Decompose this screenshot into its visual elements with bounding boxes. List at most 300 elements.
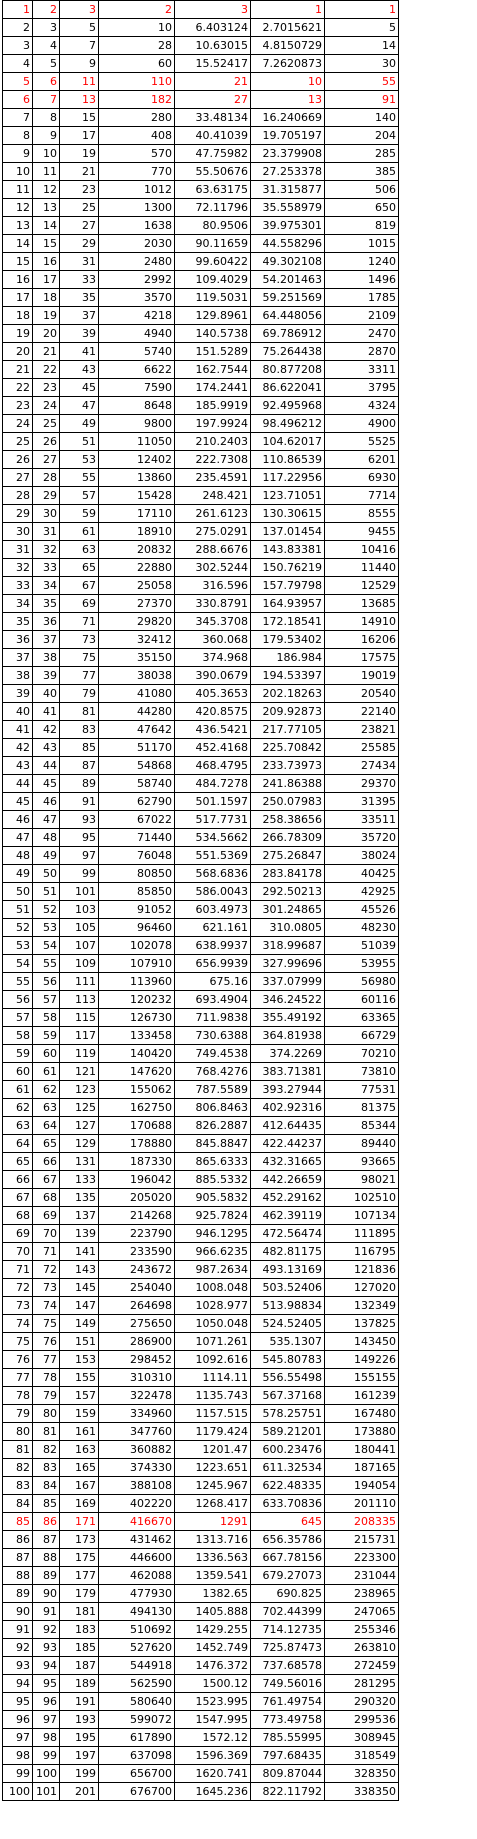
- table-cell[interactable]: 70: [33, 1225, 60, 1243]
- table-cell[interactable]: 79: [33, 1387, 60, 1405]
- table-cell[interactable]: 645: [251, 1513, 325, 1531]
- table-cell[interactable]: 117: [60, 1027, 99, 1045]
- table-cell[interactable]: 2.7015621: [251, 19, 325, 37]
- table-cell[interactable]: 99: [60, 865, 99, 883]
- table-cell[interactable]: 1050.048: [175, 1315, 251, 1333]
- table-cell[interactable]: 5: [60, 19, 99, 37]
- table-cell[interactable]: 76: [3, 1351, 33, 1369]
- table-cell[interactable]: 1291: [175, 1513, 251, 1531]
- table-cell[interactable]: 1012: [99, 181, 175, 199]
- table-cell[interactable]: 272459: [325, 1657, 399, 1675]
- table-cell[interactable]: 310.0805: [251, 919, 325, 937]
- table-cell[interactable]: 22: [33, 361, 60, 379]
- table-cell[interactable]: 51: [3, 901, 33, 919]
- table-cell[interactable]: 16: [3, 271, 33, 289]
- table-cell[interactable]: 50: [33, 865, 60, 883]
- table-cell[interactable]: 37: [60, 307, 99, 325]
- table-cell[interactable]: 140.5738: [175, 325, 251, 343]
- table-cell[interactable]: 71: [60, 613, 99, 631]
- table-cell[interactable]: 98: [33, 1729, 60, 1747]
- table-cell[interactable]: 374.2269: [251, 1045, 325, 1063]
- table-cell[interactable]: 55: [3, 973, 33, 991]
- table-cell[interactable]: 9800: [99, 415, 175, 433]
- table-cell[interactable]: 123.71051: [251, 487, 325, 505]
- table-cell[interactable]: 22140: [325, 703, 399, 721]
- table-cell[interactable]: 1300: [99, 199, 175, 217]
- table-cell[interactable]: 145: [60, 1279, 99, 1297]
- table-cell[interactable]: 177: [60, 1567, 99, 1585]
- table-cell[interactable]: 55: [60, 469, 99, 487]
- table-cell[interactable]: 103: [60, 901, 99, 919]
- table-cell[interactable]: 107910: [99, 955, 175, 973]
- table-cell[interactable]: 115: [60, 1009, 99, 1027]
- table-cell[interactable]: 21: [175, 73, 251, 91]
- table-cell[interactable]: 14: [325, 37, 399, 55]
- table-cell[interactable]: 15: [33, 235, 60, 253]
- table-cell[interactable]: 95: [33, 1675, 60, 1693]
- table-cell[interactable]: 85: [60, 739, 99, 757]
- table-cell[interactable]: 402.92316: [251, 1099, 325, 1117]
- table-cell[interactable]: 281295: [325, 1675, 399, 1693]
- table-cell[interactable]: 966.6235: [175, 1243, 251, 1261]
- table-cell[interactable]: 49: [60, 415, 99, 433]
- table-cell[interactable]: 1547.995: [175, 1711, 251, 1729]
- table-cell[interactable]: 40: [33, 685, 60, 703]
- table-cell[interactable]: 3570: [99, 289, 175, 307]
- table-cell[interactable]: 436.5421: [175, 721, 251, 739]
- table-cell[interactable]: 3795: [325, 379, 399, 397]
- table-cell[interactable]: 174.2441: [175, 379, 251, 397]
- table-cell[interactable]: 27: [175, 91, 251, 109]
- table-cell[interactable]: 191: [60, 1693, 99, 1711]
- table-cell[interactable]: 845.8847: [175, 1135, 251, 1153]
- table-cell[interactable]: 34: [3, 595, 33, 613]
- table-cell[interactable]: 7714: [325, 487, 399, 505]
- table-cell[interactable]: 62790: [99, 793, 175, 811]
- table-cell[interactable]: 18: [33, 289, 60, 307]
- table-cell[interactable]: 11: [60, 73, 99, 91]
- table-cell[interactable]: 393.27944: [251, 1081, 325, 1099]
- table-cell[interactable]: 38: [3, 667, 33, 685]
- table-cell[interactable]: 209.92873: [251, 703, 325, 721]
- table-cell[interactable]: 49: [33, 847, 60, 865]
- table-cell[interactable]: 30: [325, 55, 399, 73]
- table-cell[interactable]: 173880: [325, 1423, 399, 1441]
- table-cell[interactable]: 37: [33, 631, 60, 649]
- table-cell[interactable]: 82: [3, 1459, 33, 1477]
- table-cell[interactable]: 25585: [325, 739, 399, 757]
- table-cell[interactable]: 102078: [99, 937, 175, 955]
- table-cell[interactable]: 1638: [99, 217, 175, 235]
- table-cell[interactable]: 19: [60, 145, 99, 163]
- table-cell[interactable]: 374330: [99, 1459, 175, 1477]
- table-cell[interactable]: 248.421: [175, 487, 251, 505]
- table-cell[interactable]: 241.86388: [251, 775, 325, 793]
- table-cell[interactable]: 32: [3, 559, 33, 577]
- table-cell[interactable]: 611.32534: [251, 1459, 325, 1477]
- table-cell[interactable]: 223300: [325, 1549, 399, 1567]
- table-cell[interactable]: 442.26659: [251, 1171, 325, 1189]
- table-cell[interactable]: 10: [3, 163, 33, 181]
- table-cell[interactable]: 101: [60, 883, 99, 901]
- table-cell[interactable]: 83: [3, 1477, 33, 1495]
- table-cell[interactable]: 96: [3, 1711, 33, 1729]
- table-cell[interactable]: 318549: [325, 1747, 399, 1765]
- table-cell[interactable]: 99: [33, 1747, 60, 1765]
- table-cell[interactable]: 1785: [325, 289, 399, 307]
- table-cell[interactable]: 90: [33, 1585, 60, 1603]
- table-cell[interactable]: 46: [3, 811, 33, 829]
- table-cell[interactable]: 123: [60, 1081, 99, 1099]
- table-cell[interactable]: 59: [33, 1027, 60, 1045]
- table-cell[interactable]: 737.68578: [251, 1657, 325, 1675]
- table-cell[interactable]: 2870: [325, 343, 399, 361]
- table-cell[interactable]: 6: [3, 91, 33, 109]
- table-cell[interactable]: 702.44399: [251, 1603, 325, 1621]
- table-cell[interactable]: 60: [33, 1045, 60, 1063]
- table-cell[interactable]: 85: [33, 1495, 60, 1513]
- table-cell[interactable]: 20832: [99, 541, 175, 559]
- table-cell[interactable]: 81: [33, 1423, 60, 1441]
- table-cell[interactable]: 28: [99, 37, 175, 55]
- table-cell[interactable]: 1028.977: [175, 1297, 251, 1315]
- table-cell[interactable]: 59.251569: [251, 289, 325, 307]
- table-cell[interactable]: 44: [3, 775, 33, 793]
- table-cell[interactable]: 2030: [99, 235, 175, 253]
- table-cell[interactable]: 468.4795: [175, 757, 251, 775]
- table-cell[interactable]: 374.968: [175, 649, 251, 667]
- table-cell[interactable]: 556.55498: [251, 1369, 325, 1387]
- table-cell[interactable]: 143: [60, 1261, 99, 1279]
- table-cell[interactable]: 86: [33, 1513, 60, 1531]
- table-cell[interactable]: 637098: [99, 1747, 175, 1765]
- table-cell[interactable]: 1523.995: [175, 1693, 251, 1711]
- table-cell[interactable]: 69.786912: [251, 325, 325, 343]
- table-cell[interactable]: 150.76219: [251, 559, 325, 577]
- table-cell[interactable]: 432.31665: [251, 1153, 325, 1171]
- table-cell[interactable]: 80: [33, 1405, 60, 1423]
- table-cell[interactable]: 388108: [99, 1477, 175, 1495]
- table-cell[interactable]: 127: [60, 1117, 99, 1135]
- table-cell[interactable]: 535.1307: [251, 1333, 325, 1351]
- table-cell[interactable]: 111895: [325, 1225, 399, 1243]
- table-cell[interactable]: 390.0679: [175, 667, 251, 685]
- table-cell[interactable]: 2992: [99, 271, 175, 289]
- table-cell[interactable]: 107: [60, 937, 99, 955]
- table-cell[interactable]: 130.30615: [251, 505, 325, 523]
- table-cell[interactable]: 81: [3, 1441, 33, 1459]
- table-cell[interactable]: 147: [60, 1297, 99, 1315]
- table-cell[interactable]: 31.315877: [251, 181, 325, 199]
- table-cell[interactable]: 41080: [99, 685, 175, 703]
- table-cell[interactable]: 1382.65: [175, 1585, 251, 1603]
- table-cell[interactable]: 462088: [99, 1567, 175, 1585]
- table-cell[interactable]: 43: [60, 361, 99, 379]
- table-cell[interactable]: 773.49758: [251, 1711, 325, 1729]
- table-cell[interactable]: 186.984: [251, 649, 325, 667]
- table-cell[interactable]: 2470: [325, 325, 399, 343]
- table-cell[interactable]: 90.11659: [175, 235, 251, 253]
- table-cell[interactable]: 93: [33, 1639, 60, 1657]
- table-cell[interactable]: 80850: [99, 865, 175, 883]
- table-cell[interactable]: 193: [60, 1711, 99, 1729]
- table-cell[interactable]: 133: [60, 1171, 99, 1189]
- table-cell[interactable]: 3: [3, 37, 33, 55]
- table-cell[interactable]: 12529: [325, 577, 399, 595]
- table-cell[interactable]: 60: [99, 55, 175, 73]
- table-cell[interactable]: 286900: [99, 1333, 175, 1351]
- table-cell[interactable]: 89: [3, 1585, 33, 1603]
- table-cell[interactable]: 74: [33, 1297, 60, 1315]
- table-cell[interactable]: 121: [60, 1063, 99, 1081]
- table-cell[interactable]: 5: [3, 73, 33, 91]
- table-cell[interactable]: 27: [3, 469, 33, 487]
- table-cell[interactable]: 25: [60, 199, 99, 217]
- table-cell[interactable]: 83: [60, 721, 99, 739]
- table-cell[interactable]: 155155: [325, 1369, 399, 1387]
- table-cell[interactable]: 633.70836: [251, 1495, 325, 1513]
- table-cell[interactable]: 1313.716: [175, 1531, 251, 1549]
- table-cell[interactable]: 149: [60, 1315, 99, 1333]
- table-cell[interactable]: 51170: [99, 739, 175, 757]
- table-cell[interactable]: 214268: [99, 1207, 175, 1225]
- table-cell[interactable]: 4218: [99, 307, 175, 325]
- table-cell[interactable]: 570: [99, 145, 175, 163]
- table-cell[interactable]: 545.80783: [251, 1351, 325, 1369]
- table-cell[interactable]: 9: [33, 127, 60, 145]
- table-cell[interactable]: 27: [33, 451, 60, 469]
- table-cell[interactable]: 33: [60, 271, 99, 289]
- table-cell[interactable]: 33.48134: [175, 109, 251, 127]
- table-cell[interactable]: 95: [3, 1693, 33, 1711]
- table-cell[interactable]: 70: [3, 1243, 33, 1261]
- table-cell[interactable]: 7: [60, 37, 99, 55]
- table-cell[interactable]: 92: [3, 1639, 33, 1657]
- table-cell[interactable]: 61: [33, 1063, 60, 1081]
- table-cell[interactable]: 59: [60, 505, 99, 523]
- table-cell[interactable]: 94: [33, 1657, 60, 1675]
- table-cell[interactable]: 730.6388: [175, 1027, 251, 1045]
- table-cell[interactable]: 3311: [325, 361, 399, 379]
- table-cell[interactable]: 283.84178: [251, 865, 325, 883]
- table-cell[interactable]: 72.11796: [175, 199, 251, 217]
- table-cell[interactable]: 44.558296: [251, 235, 325, 253]
- table-cell[interactable]: 38024: [325, 847, 399, 865]
- table-cell[interactable]: 328350: [325, 1765, 399, 1783]
- table-cell[interactable]: 23: [33, 379, 60, 397]
- table-cell[interactable]: 3: [33, 19, 60, 37]
- table-cell[interactable]: 235.4591: [175, 469, 251, 487]
- table-cell[interactable]: 63365: [325, 1009, 399, 1027]
- table-cell[interactable]: 345.3708: [175, 613, 251, 631]
- table-cell[interactable]: 355.49192: [251, 1009, 325, 1027]
- table-cell[interactable]: 45: [3, 793, 33, 811]
- table-cell[interactable]: 493.13169: [251, 1261, 325, 1279]
- table-cell[interactable]: 679.27073: [251, 1567, 325, 1585]
- table-cell[interactable]: 201: [60, 1783, 99, 1801]
- table-cell[interactable]: 16.240669: [251, 109, 325, 127]
- table-cell[interactable]: 420.8575: [175, 703, 251, 721]
- table-cell[interactable]: 164.93957: [251, 595, 325, 613]
- table-cell[interactable]: 586.0043: [175, 883, 251, 901]
- table-cell[interactable]: 110.86539: [251, 451, 325, 469]
- table-cell[interactable]: 25058: [99, 577, 175, 595]
- table-cell[interactable]: 167: [60, 1477, 99, 1495]
- table-cell[interactable]: 53955: [325, 955, 399, 973]
- table-cell[interactable]: 4: [3, 55, 33, 73]
- table-cell[interactable]: 826.2887: [175, 1117, 251, 1135]
- table-cell[interactable]: 1245.967: [175, 1477, 251, 1495]
- table-cell[interactable]: 105: [60, 919, 99, 937]
- table-cell[interactable]: 12402: [99, 451, 175, 469]
- table-cell[interactable]: 66: [3, 1171, 33, 1189]
- table-cell[interactable]: 201110: [325, 1495, 399, 1513]
- table-cell[interactable]: 17: [3, 289, 33, 307]
- table-cell[interactable]: 13: [60, 91, 99, 109]
- table-cell[interactable]: 91: [3, 1621, 33, 1639]
- table-cell[interactable]: 17110: [99, 505, 175, 523]
- table-cell[interactable]: 13860: [99, 469, 175, 487]
- table-cell[interactable]: 264698: [99, 1297, 175, 1315]
- table-cell[interactable]: 98.496212: [251, 415, 325, 433]
- table-cell[interactable]: 14: [3, 235, 33, 253]
- table-cell[interactable]: 37: [3, 649, 33, 667]
- table-cell[interactable]: 99.60422: [175, 253, 251, 271]
- table-cell[interactable]: 194054: [325, 1477, 399, 1495]
- table-cell[interactable]: 27: [60, 217, 99, 235]
- table-cell[interactable]: 195: [60, 1729, 99, 1747]
- table-cell[interactable]: 275650: [99, 1315, 175, 1333]
- table-cell[interactable]: 233590: [99, 1243, 175, 1261]
- table-cell[interactable]: 74: [3, 1315, 33, 1333]
- table-cell[interactable]: 568.6836: [175, 865, 251, 883]
- table-cell[interactable]: 1429.255: [175, 1621, 251, 1639]
- table-cell[interactable]: 95: [60, 829, 99, 847]
- table-cell[interactable]: 809.87044: [251, 1765, 325, 1783]
- table-cell[interactable]: 44: [33, 757, 60, 775]
- table-cell[interactable]: 5: [33, 55, 60, 73]
- table-cell[interactable]: 62: [3, 1099, 33, 1117]
- table-cell[interactable]: 120232: [99, 991, 175, 1009]
- table-cell[interactable]: 247065: [325, 1603, 399, 1621]
- table-cell[interactable]: 93: [60, 811, 99, 829]
- table-cell[interactable]: 6.403124: [175, 19, 251, 37]
- table-cell[interactable]: 1092.616: [175, 1351, 251, 1369]
- table-cell[interactable]: 9: [60, 55, 99, 73]
- table-cell[interactable]: 159: [60, 1405, 99, 1423]
- table-cell[interactable]: 316.596: [175, 577, 251, 595]
- table-cell[interactable]: 11: [33, 163, 60, 181]
- table-cell[interactable]: 54: [33, 937, 60, 955]
- table-cell[interactable]: 48: [33, 829, 60, 847]
- table-cell[interactable]: 797.68435: [251, 1747, 325, 1765]
- table-cell[interactable]: 1452.749: [175, 1639, 251, 1657]
- table-cell[interactable]: 42925: [325, 883, 399, 901]
- table-cell[interactable]: 27434: [325, 757, 399, 775]
- table-cell[interactable]: 54868: [99, 757, 175, 775]
- table-cell[interactable]: 1015: [325, 235, 399, 253]
- table-cell[interactable]: 47: [33, 811, 60, 829]
- table-cell[interactable]: 111: [60, 973, 99, 991]
- table-cell[interactable]: 301.24865: [251, 901, 325, 919]
- table-cell[interactable]: 79: [60, 685, 99, 703]
- table-cell[interactable]: 35: [60, 289, 99, 307]
- table-cell[interactable]: 53: [33, 919, 60, 937]
- table-cell[interactable]: 16: [33, 253, 60, 271]
- table-cell[interactable]: 7: [3, 109, 33, 127]
- table-cell[interactable]: 275.0291: [175, 523, 251, 541]
- table-cell[interactable]: 49.302108: [251, 253, 325, 271]
- table-cell[interactable]: 749.56016: [251, 1675, 325, 1693]
- table-cell[interactable]: 165: [60, 1459, 99, 1477]
- table-cell[interactable]: 92: [33, 1621, 60, 1639]
- table-cell[interactable]: 364.81938: [251, 1027, 325, 1045]
- table-cell[interactable]: 17: [60, 127, 99, 145]
- table-cell[interactable]: 1476.372: [175, 1657, 251, 1675]
- table-cell[interactable]: 19.705197: [251, 127, 325, 145]
- table-cell[interactable]: 30: [33, 505, 60, 523]
- table-cell[interactable]: 27.253378: [251, 163, 325, 181]
- table-cell[interactable]: 89: [60, 775, 99, 793]
- table-cell[interactable]: 64: [3, 1135, 33, 1153]
- table-cell[interactable]: 44280: [99, 703, 175, 721]
- table-cell[interactable]: 189: [60, 1675, 99, 1693]
- table-cell[interactable]: 101: [33, 1783, 60, 1801]
- table-cell[interactable]: 91: [60, 793, 99, 811]
- table-cell[interactable]: 69: [3, 1225, 33, 1243]
- table-cell[interactable]: 416670: [99, 1513, 175, 1531]
- table-cell[interactable]: 15428: [99, 487, 175, 505]
- table-cell[interactable]: 76: [33, 1333, 60, 1351]
- table-cell[interactable]: 225.70842: [251, 739, 325, 757]
- table-cell[interactable]: 13: [3, 217, 33, 235]
- table-cell[interactable]: 65: [60, 559, 99, 577]
- table-cell[interactable]: 23.379908: [251, 145, 325, 163]
- table-cell[interactable]: 34: [33, 577, 60, 595]
- table-cell[interactable]: 1135.743: [175, 1387, 251, 1405]
- table-cell[interactable]: 57: [33, 991, 60, 1009]
- table-cell[interactable]: 139: [60, 1225, 99, 1243]
- table-cell[interactable]: 50: [3, 883, 33, 901]
- table-cell[interactable]: 54.201463: [251, 271, 325, 289]
- table-cell[interactable]: 2: [33, 1, 60, 19]
- table-cell[interactable]: 109.4029: [175, 271, 251, 289]
- table-cell[interactable]: 51: [33, 883, 60, 901]
- table-cell[interactable]: 42: [3, 739, 33, 757]
- table-cell[interactable]: 185.9919: [175, 397, 251, 415]
- table-cell[interactable]: 147620: [99, 1063, 175, 1081]
- table-cell[interactable]: 73: [3, 1297, 33, 1315]
- table-cell[interactable]: 544918: [99, 1657, 175, 1675]
- table-cell[interactable]: 770: [99, 163, 175, 181]
- table-cell[interactable]: 197: [60, 1747, 99, 1765]
- table-cell[interactable]: 77531: [325, 1081, 399, 1099]
- table-cell[interactable]: 749.4538: [175, 1045, 251, 1063]
- table-cell[interactable]: 35720: [325, 829, 399, 847]
- table-cell[interactable]: 233.73973: [251, 757, 325, 775]
- table-cell[interactable]: 638.9937: [175, 937, 251, 955]
- table-cell[interactable]: 578.25751: [251, 1405, 325, 1423]
- table-cell[interactable]: 1240: [325, 253, 399, 271]
- table-cell[interactable]: 599072: [99, 1711, 175, 1729]
- table-cell[interactable]: 7590: [99, 379, 175, 397]
- table-cell[interactable]: 153: [60, 1351, 99, 1369]
- table-cell[interactable]: 66729: [325, 1027, 399, 1045]
- table-cell[interactable]: 62: [33, 1081, 60, 1099]
- table-cell[interactable]: 110: [99, 73, 175, 91]
- table-cell[interactable]: 621.161: [175, 919, 251, 937]
- table-cell[interactable]: 88: [33, 1549, 60, 1567]
